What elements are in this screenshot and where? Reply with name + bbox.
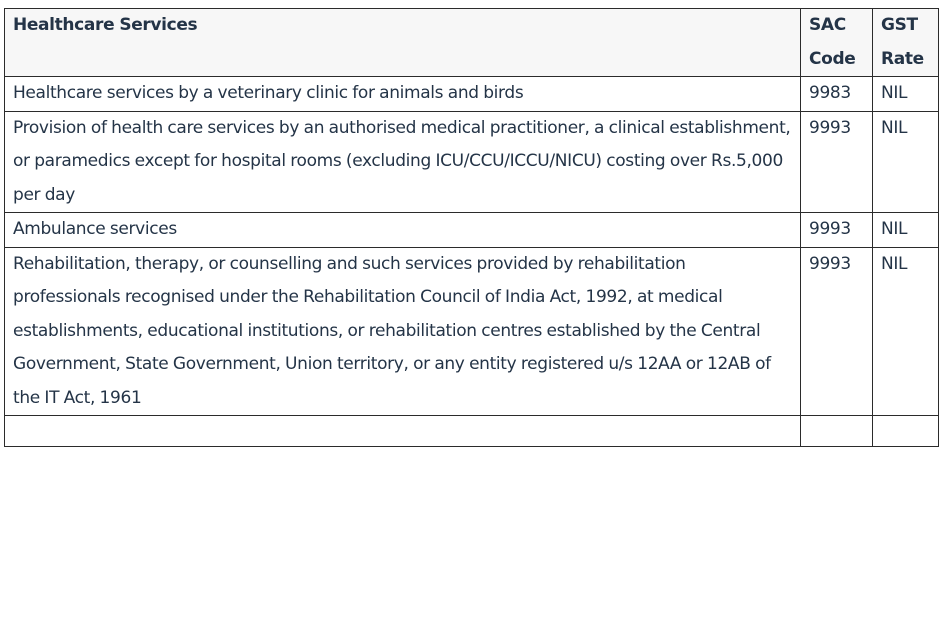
gst-rate-cell: NIL [873, 77, 939, 112]
service-cell: Healthcare services by a veterinary clinic for animals and birds [5, 77, 801, 112]
service-cell: Rehabilitation, therapy, or counselling and such services provided by rehabilitation professionals recognised under the Rehabilitation Council of India Act, 1992, at medical establishments, educational institutions, or rehabilitation centres established by the Central Government, State Government, Union territory, or any entity registered u/s 12AA or 12AB of the IT Act, 1961 [5, 247, 801, 416]
service-cell: Ambulance services [5, 213, 801, 248]
gst-rate-cell: NIL [873, 111, 939, 213]
table-row [5, 213, 939, 248]
table-row [5, 77, 939, 112]
table-row [5, 111, 939, 213]
empty-cell [873, 416, 939, 447]
sac-code-cell: 9983 [801, 77, 873, 112]
header-gst-rate-line2: Rate [881, 48, 924, 69]
header-row [5, 9, 939, 77]
sac-code-cell: 9993 [801, 213, 873, 248]
header-sac-code-line2: Code [809, 48, 856, 69]
header-gst-rate [873, 9, 939, 77]
table-row-cut-off [5, 416, 939, 447]
header-healthcare-services [5, 9, 801, 77]
sac-code-cell: 9993 [801, 247, 873, 416]
header-sac-code [801, 9, 873, 77]
service-cell: Provision of health care services by an authorised medical practitioner, a clinical establishment, or paramedics except for hospital rooms (excluding ICU/CCU/ICCU/NICU) costing over Rs.5,000 per day [5, 111, 801, 213]
header-sac-code-line1: SAC [809, 15, 846, 35]
header-gst-rate-line1: GST [881, 15, 918, 35]
gst-rate-cell: NIL [873, 247, 939, 416]
empty-cell [801, 416, 873, 447]
table-body [5, 77, 939, 447]
table-row [5, 247, 939, 416]
empty-cell [5, 416, 801, 447]
header-healthcare-services-label: Healthcare Services [13, 15, 198, 35]
table-header [5, 9, 939, 77]
sac-code-cell: 9993 [801, 111, 873, 213]
gst-rate-cell: NIL [873, 213, 939, 248]
healthcare-gst-table [4, 8, 939, 447]
